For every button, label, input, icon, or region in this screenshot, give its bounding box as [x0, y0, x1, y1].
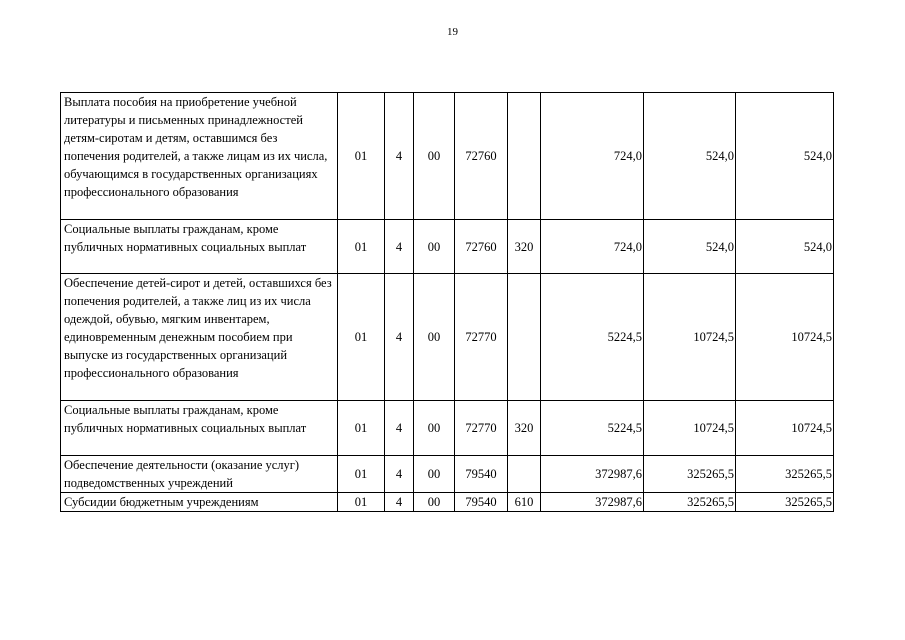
cell-amount-2: 325265,5: [644, 493, 736, 512]
cell-amount-2: 524,0: [644, 220, 736, 274]
cell-target-article: 79540: [455, 456, 508, 493]
cell-section: 01: [338, 93, 385, 220]
budget-table: [60, 92, 834, 512]
cell-expense-type: 320: [508, 401, 541, 456]
cell-amount-3: 325265,5: [736, 456, 834, 493]
cell-amount-3: 524,0: [736, 220, 834, 274]
cell-section: 01: [338, 401, 385, 456]
cell-amount-3: 325265,5: [736, 493, 834, 512]
cell-amount-2: 10724,5: [644, 274, 736, 401]
table-row: [61, 220, 834, 274]
cell-target-article: 72770: [455, 274, 508, 401]
cell-subsection: 4: [385, 93, 414, 220]
cell-expense-type: 610: [508, 493, 541, 512]
table-row: [61, 493, 834, 512]
cell-expense-type: [508, 456, 541, 493]
row-name: Выплата пособия на приобретение учебной литературы и письменных принадлежностей детям-сиротам и детям, оставшимся без попечения родителей, а также лицам из их числа, обучающимся в государственных организациях профессионального образования: [61, 93, 338, 220]
cell-program: 00: [414, 93, 455, 220]
cell-section: 01: [338, 274, 385, 401]
cell-subsection: 4: [385, 401, 414, 456]
cell-program: 00: [414, 493, 455, 512]
cell-target-article: 72760: [455, 93, 508, 220]
page-number: 19: [447, 26, 458, 38]
cell-expense-type: [508, 274, 541, 401]
cell-amount-1: 5224,5: [541, 274, 644, 401]
row-name: Социальные выплаты гражданам, кроме публичных нормативных социальных выплат: [61, 401, 338, 456]
cell-subsection: 4: [385, 493, 414, 512]
cell-subsection: 4: [385, 456, 414, 493]
table-row: [61, 274, 834, 401]
row-name: Обеспечение деятельности (оказание услуг) подведомственных учреждений: [61, 456, 338, 493]
cell-amount-3: 10724,5: [736, 274, 834, 401]
cell-amount-3: 524,0: [736, 93, 834, 220]
cell-target-article: 72770: [455, 401, 508, 456]
cell-target-article: 72760: [455, 220, 508, 274]
cell-amount-3: 10724,5: [736, 401, 834, 456]
cell-section: 01: [338, 220, 385, 274]
cell-program: 00: [414, 456, 455, 493]
cell-amount-2: 325265,5: [644, 456, 736, 493]
cell-amount-1: 372987,6: [541, 456, 644, 493]
table-row: [61, 401, 834, 456]
row-name: Обеспечение детей-сирот и детей, оставшихся без попечения родителей, а также лиц из их числа одеждой, обувью, мягким инвентарем, единовременным денежным пособием при выпуске из государственных организаций профессионального образования: [61, 274, 338, 401]
table-row: [61, 456, 834, 493]
row-name: Субсидии бюджетным учреждениям: [61, 493, 338, 512]
cell-amount-2: 10724,5: [644, 401, 736, 456]
cell-expense-type: 320: [508, 220, 541, 274]
cell-expense-type: [508, 93, 541, 220]
cell-program: 00: [414, 220, 455, 274]
cell-program: 00: [414, 274, 455, 401]
cell-program: 00: [414, 401, 455, 456]
cell-target-article: 79540: [455, 493, 508, 512]
cell-amount-2: 524,0: [644, 93, 736, 220]
cell-subsection: 4: [385, 220, 414, 274]
row-name: Социальные выплаты гражданам, кроме публичных нормативных социальных выплат: [61, 220, 338, 274]
cell-amount-1: 724,0: [541, 220, 644, 274]
cell-amount-1: 724,0: [541, 93, 644, 220]
cell-subsection: 4: [385, 274, 414, 401]
table-row: [61, 93, 834, 220]
cell-amount-1: 5224,5: [541, 401, 644, 456]
cell-section: 01: [338, 456, 385, 493]
cell-amount-1: 372987,6: [541, 493, 644, 512]
cell-section: 01: [338, 493, 385, 512]
